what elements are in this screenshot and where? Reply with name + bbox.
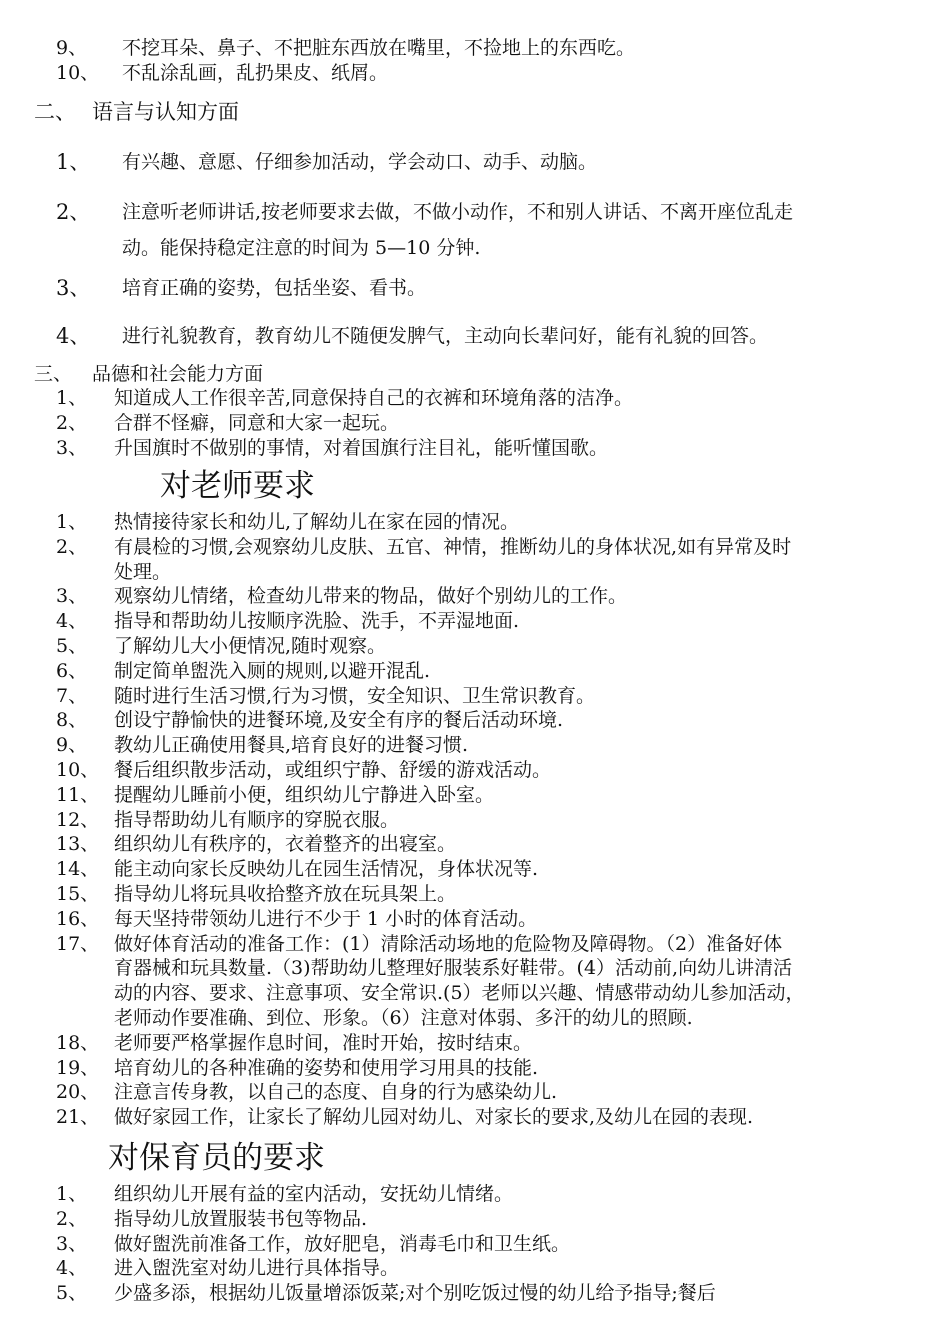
- item-number: 3、: [56, 585, 88, 607]
- item-number: 2、: [56, 536, 88, 558]
- item-number: 4、: [56, 324, 91, 348]
- item-text: 老师要严格掌握作息时间，准时开始，按时结束。: [114, 1032, 533, 1054]
- caregiver-section-title: 对保育员的要求: [108, 1140, 325, 1176]
- item-text: 随时进行生活习惯,行为习惯，安全知识、卫生常识教育。: [114, 685, 596, 707]
- item-text: 组织幼儿有秩序的，衣着整齐的出寝室。: [114, 833, 457, 855]
- item-number: 6、: [56, 660, 88, 682]
- section-number: 二、: [34, 100, 76, 124]
- item-text: 创设宁静愉快的进餐环境,及安全有序的餐后活动环境.: [114, 709, 564, 731]
- item-number: 3、: [56, 1233, 88, 1255]
- item-number: 18、: [56, 1032, 100, 1054]
- item-number: 13、: [56, 833, 100, 855]
- item-text: 培育正确的姿势，包括坐姿、看书。: [122, 277, 427, 299]
- item-number: 19、: [56, 1057, 100, 1079]
- item-text: 指导幼儿放置服装书包等物品.: [114, 1208, 368, 1230]
- item-text: 注意听老师讲话,按老师要求去做，不做小动作，不和别人讲话、不离开座位乱走: [122, 201, 794, 223]
- item-number: 2、: [56, 1208, 88, 1230]
- item-text: 知道成人工作很辛苦,同意保持自己的衣裤和环境角落的洁净。: [114, 387, 634, 409]
- item-text: 老师动作要准确、到位、形象。（6）注意对体弱、多汗的幼儿的照顾.: [114, 1007, 693, 1029]
- item-text: 不乱涂乱画，乱扔果皮、纸屑。: [122, 62, 389, 84]
- teacher-section-title: 对老师要求: [160, 468, 315, 504]
- item-number: 12、: [56, 809, 100, 831]
- item-number: 1、: [56, 150, 91, 174]
- item-number: 7、: [56, 685, 88, 707]
- item-text: 动的内容、要求、注意事项、安全常识.(5）老师以兴趣、情感带动幼儿参加活动，: [114, 982, 805, 1004]
- item-text: 指导幼儿将玩具收拾整齐放在玩具架上。: [114, 883, 457, 905]
- item-number: 16、: [56, 908, 100, 930]
- item-text: 合群不怪癖，同意和大家一起玩。: [114, 412, 400, 434]
- item-text: 组织幼儿开展有益的室内活动，安抚幼儿情绪。: [114, 1183, 514, 1205]
- item-text: 做好体育活动的准备工作：(1）清除活动场地的危险物及障碍物。（2）准备好体: [114, 933, 783, 955]
- item-text: 少盛多添，根据幼儿饭量增添饭菜;对个别吃饭过慢的幼儿给予指导;餐后: [114, 1282, 716, 1304]
- item-number: 11、: [56, 784, 100, 806]
- item-text: 进行礼貌教育，教育幼儿不随便发脾气，主动向长辈问好，能有礼貌的回答。: [122, 325, 769, 347]
- item-text: 提醒幼儿睡前小便，组织幼儿宁静进入卧室。: [114, 784, 495, 806]
- item-number: 5、: [56, 1282, 88, 1304]
- item-number: 1、: [56, 387, 88, 409]
- item-number: 4、: [56, 1257, 88, 1279]
- item-text: 注意言传身教，以自己的态度、自身的行为感染幼儿.: [114, 1081, 558, 1103]
- item-number: 9、: [56, 734, 88, 756]
- section-title: 语言与认知方面: [92, 100, 239, 124]
- item-text: 动。能保持稳定注意的时间为 5—10 分钟.: [122, 237, 481, 259]
- item-number: 3、: [56, 437, 88, 459]
- item-text: 每天坚持带领幼儿进行不少于 1 小时的体育活动。: [114, 908, 538, 930]
- item-number: 15、: [56, 883, 100, 905]
- section-number: 三、: [34, 363, 73, 385]
- item-number: 10、: [56, 62, 100, 84]
- item-text: 指导和帮助幼儿按顺序洗脸、洗手，不弄湿地面.: [114, 610, 520, 632]
- item-text: 育器械和玩具数量.（3)帮助幼儿整理好服装系好鞋带。(4）活动前,向幼儿讲清活: [114, 957, 793, 979]
- item-text: 能主动向家长反映幼儿在园生活情况，身体状况等.: [114, 858, 539, 880]
- item-text: 有晨检的习惯,会观察幼儿皮肤、五官、神情，推断幼儿的身体状况,如有异常及时: [114, 536, 792, 558]
- item-number: 1、: [56, 511, 88, 533]
- item-number: 2、: [56, 200, 91, 224]
- item-text: 教幼儿正确使用餐具,培育良好的进餐习惯.: [114, 734, 469, 756]
- item-number: 8、: [56, 709, 88, 731]
- item-text: 有兴趣、意愿、仔细参加活动，学会动口、动手、动脑。: [122, 151, 598, 173]
- item-number: 3、: [56, 276, 91, 300]
- item-number: 4、: [56, 610, 88, 632]
- item-text: 观察幼儿情绪，检查幼儿带来的物品，做好个别幼儿的工作。: [114, 585, 628, 607]
- item-number: 17、: [56, 933, 100, 955]
- item-number: 2、: [56, 412, 88, 434]
- item-text: 进入盥洗室对幼儿进行具体指导。: [114, 1257, 400, 1279]
- item-number: 21、: [56, 1106, 100, 1128]
- item-number: 20、: [56, 1081, 100, 1103]
- item-number: 10、: [56, 759, 100, 781]
- item-text: 处理。: [114, 561, 172, 583]
- item-text: 做好家园工作，让家长了解幼儿园对幼儿、对家长的要求,及幼儿在园的表现.: [114, 1106, 754, 1128]
- item-text: 餐后组织散步活动，或组织宁静、舒缓的游戏活动。: [114, 759, 552, 781]
- item-text: 制定简单盥洗入厕的规则,以避开混乱.: [114, 660, 431, 682]
- item-text: 做好盥洗前准备工作，放好肥皂，消毒毛巾和卫生纸。: [114, 1233, 571, 1255]
- item-text: 不挖耳朵、鼻子、不把脏东西放在嘴里，不捡地上的东西吃。: [122, 37, 636, 59]
- item-text: 热情接待家长和幼儿,了解幼儿在家在园的情况。: [114, 511, 520, 533]
- section-title: 品德和社会能力方面: [92, 363, 264, 385]
- item-text: 了解幼儿大小便情况,随时观察。: [114, 635, 387, 657]
- item-number: 5、: [56, 635, 88, 657]
- item-number: 14、: [56, 858, 100, 880]
- item-number: 9、: [56, 37, 88, 59]
- item-text: 培育幼儿的各种准确的姿势和使用学习用具的技能.: [114, 1057, 539, 1079]
- item-number: 1、: [56, 1183, 88, 1205]
- item-text: 指导帮助幼儿有顺序的穿脱衣服。: [114, 809, 400, 831]
- item-text: 升国旗时不做别的事情，对着国旗行注目礼，能听懂国歌。: [114, 437, 609, 459]
